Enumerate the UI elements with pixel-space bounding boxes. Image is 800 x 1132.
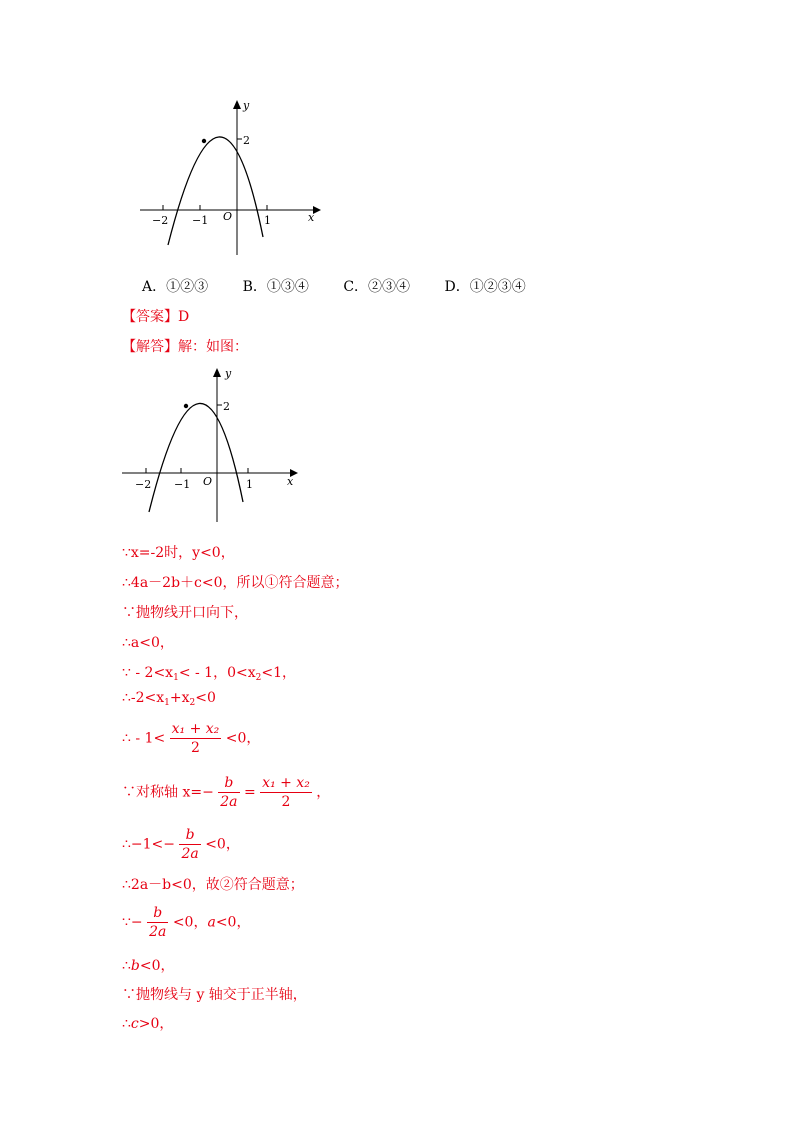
fraction-denominator: 2a (220, 794, 238, 810)
step-7-part: ∴ - 1< (122, 730, 166, 747)
step-8-part: ∵对称轴 x=− (122, 784, 214, 801)
parabola-curve (168, 137, 263, 245)
fraction-denominator: 2a (149, 924, 167, 940)
subscript: 1 (164, 698, 170, 708)
step-12-part: ∴ (122, 958, 131, 974)
step-14-part: >0， (138, 1016, 174, 1032)
step-1: ∵x=-2时，y<0， (122, 545, 235, 561)
step-5-part: ∵ - 2<x (122, 665, 174, 681)
step-5 (122, 662, 296, 683)
solution-intro: 解：如图： (178, 339, 248, 355)
step-6-part: +x (169, 690, 190, 706)
x-tick-label-neg2: −2 (152, 214, 169, 227)
step-9 (122, 826, 240, 863)
x-tick-label-1: 1 (246, 478, 253, 491)
step-7-part: <0， (225, 730, 261, 747)
fraction (147, 904, 168, 941)
x-tick-label-1: 1 (264, 214, 271, 227)
subscript: 1 (173, 673, 179, 683)
parabola-curve (149, 403, 243, 512)
step-11-part: <0， (172, 914, 208, 931)
subscript: 2 (189, 698, 196, 708)
step-11-part: <0， (215, 914, 251, 931)
x-tick-label-neg1: −1 (174, 478, 191, 491)
step-8 (122, 774, 330, 811)
fraction-denominator: 2a (181, 846, 199, 862)
origin-label: O (223, 210, 233, 223)
step-6 (122, 690, 216, 708)
fraction (170, 720, 222, 757)
answer-value: D (178, 309, 190, 325)
step-14-part: ∴ (122, 1016, 131, 1032)
step-5-part: <1， (261, 665, 296, 681)
answer-line (122, 306, 189, 326)
y-axis-arrow (233, 100, 241, 109)
step-11 (122, 904, 250, 941)
option-c: C．②③④ (343, 279, 411, 295)
step-9-part: <0， (205, 836, 240, 853)
step-2: ∴4a－2b＋c<0，所以①符合题意； (122, 575, 349, 591)
fraction-denominator: 2 (191, 740, 200, 756)
step-12 (122, 955, 175, 975)
step-11-part: ∵− (122, 914, 143, 931)
variable-a: a (207, 914, 216, 931)
step-9-part: ∴−1<− (122, 836, 176, 853)
step-8-part: ， (316, 784, 331, 801)
step-6-part: <0 (195, 690, 216, 706)
step-12-part: <0， (139, 958, 175, 974)
variable-c: c (130, 1016, 139, 1032)
y-axis-arrow (213, 368, 221, 377)
step-7 (122, 720, 260, 757)
solution-tag: 【解答】 (122, 339, 178, 355)
point-marker (184, 404, 188, 408)
fraction-numerator: b (179, 826, 200, 845)
y-axis-label: y (243, 99, 250, 112)
x-tick-label-neg2: −2 (135, 478, 152, 491)
step-3: ∵抛物线开口向下， (122, 605, 248, 621)
fraction (218, 774, 239, 811)
fraction (260, 774, 312, 811)
origin-label: O (203, 475, 213, 488)
step-6-part: ∴-2<x (122, 690, 165, 706)
x-axis-label: x (287, 475, 294, 488)
option-d: D．①②③④ (444, 279, 526, 295)
answer-options (142, 276, 556, 296)
fraction-numerator: b (147, 904, 168, 923)
step-4: ∴a<0， (122, 635, 174, 651)
parabola-graph-solution (112, 362, 312, 532)
x-tick-label-neg1: −1 (192, 214, 209, 227)
solution-line (122, 336, 248, 356)
x-axis-label: x (308, 211, 315, 224)
subscript: 2 (255, 673, 262, 683)
step-14 (122, 1013, 173, 1033)
point-marker (202, 139, 206, 143)
equals-sign: = (243, 784, 256, 801)
parabola-graph-top (130, 95, 330, 265)
y-tick-label: 2 (223, 400, 230, 413)
fraction-numerator: b (218, 774, 239, 793)
variable-b: b (130, 958, 140, 974)
fraction (179, 826, 200, 863)
answer-tag: 【答案】 (122, 309, 178, 325)
fraction-numerator: x₁ + x₂ (262, 775, 310, 791)
step-13: ∵抛物线与 y 轴交于正半轴， (122, 987, 307, 1003)
y-tick-label: 2 (243, 134, 250, 147)
option-a: A．①②③ (142, 279, 209, 295)
step-10: ∴2a－b<0，故②符合题意； (122, 877, 304, 893)
fraction-numerator: x₁ + x₂ (171, 721, 220, 737)
step-5-part: < - 1，0<x (178, 665, 256, 681)
option-b: B．①③④ (242, 279, 309, 295)
fraction-denominator: 2 (281, 794, 291, 810)
y-axis-label: y (225, 367, 232, 380)
